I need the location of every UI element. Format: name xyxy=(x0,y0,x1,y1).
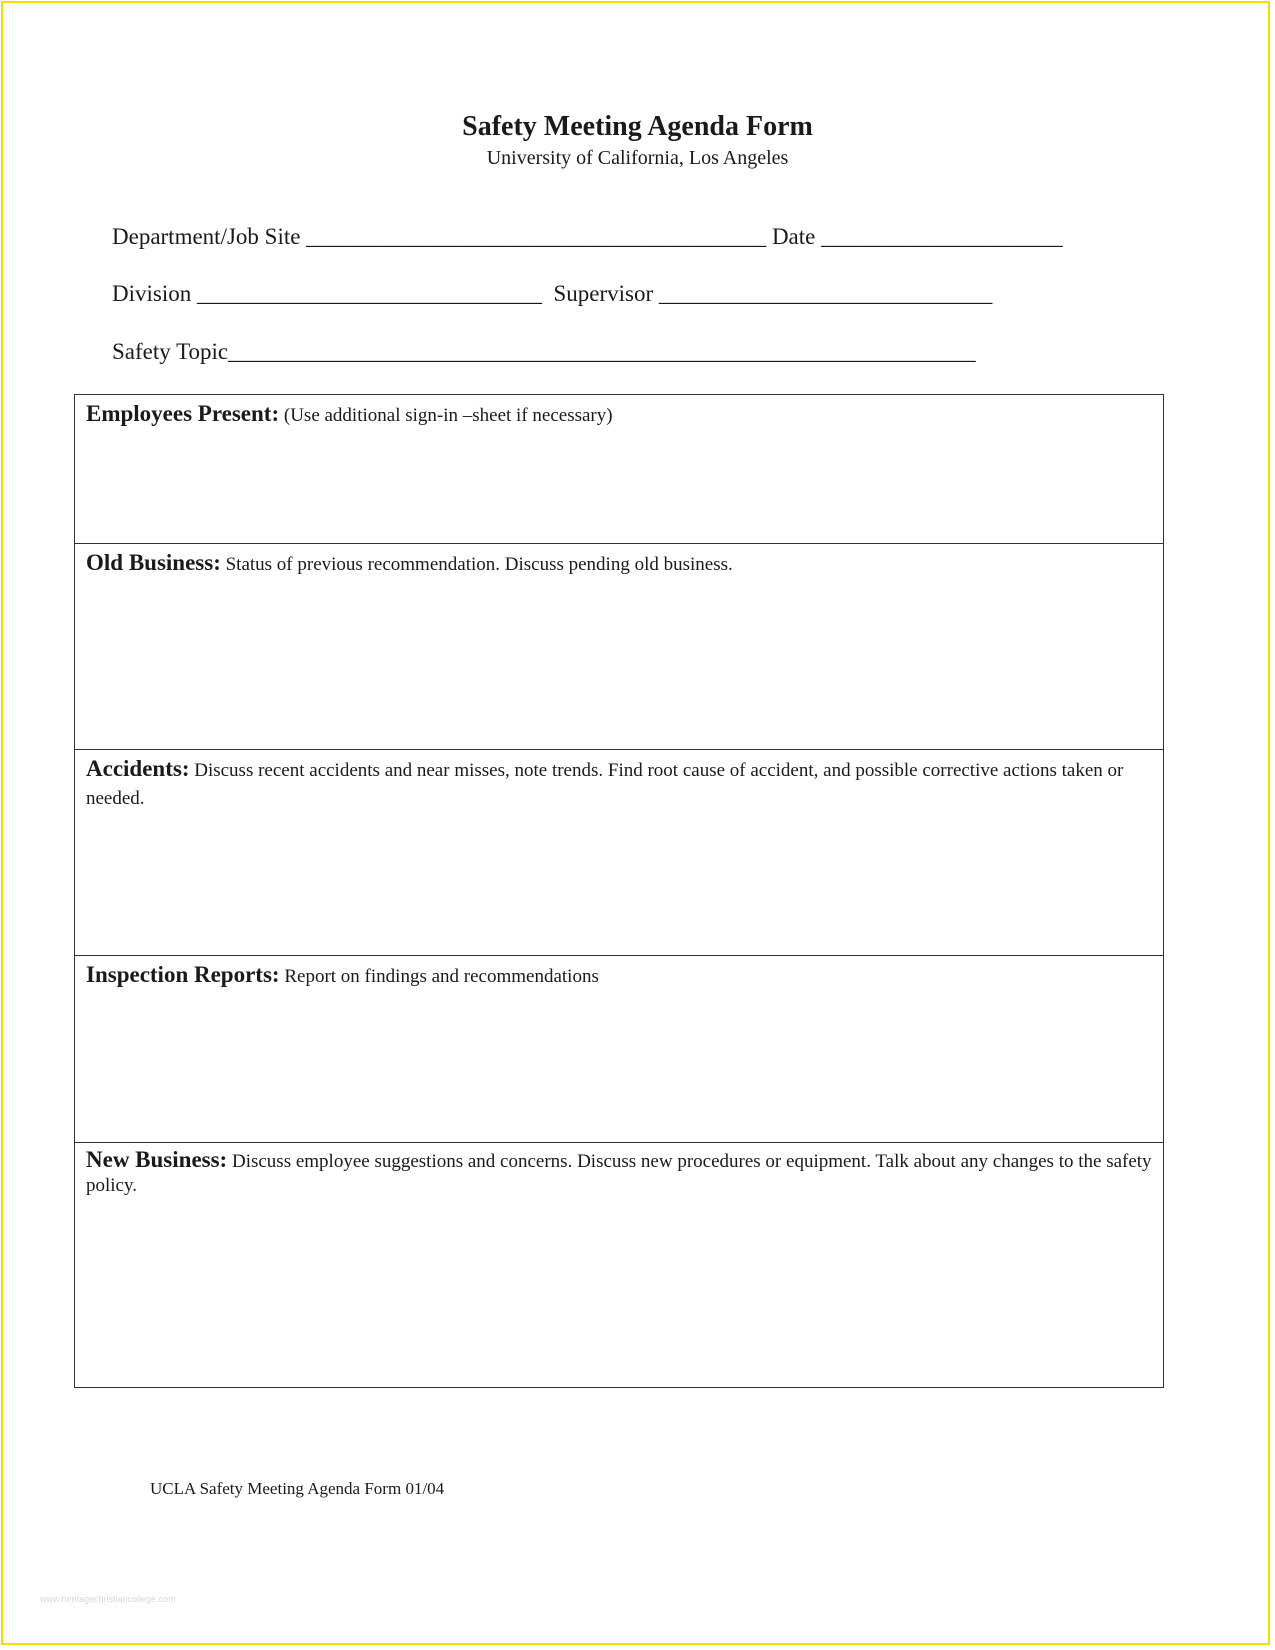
supervisor-label: Supervisor xyxy=(553,281,654,306)
date-blank[interactable]: _____________________ xyxy=(821,224,1063,249)
section-description: Report on findings and recommendations xyxy=(279,966,599,987)
footer-form-id: UCLA Safety Meeting Agenda Form 01/04 xyxy=(150,1479,445,1498)
section-description: Discuss employee suggestions and concerns. Discuss new procedures or equipment. Talk about any changes to the safety policy. xyxy=(86,1151,1152,1196)
section-heading: Old Business: xyxy=(86,550,221,575)
section-heading: Inspection Reports: xyxy=(86,962,280,987)
agenda-table xyxy=(74,394,1164,1388)
section-old-business[interactable] xyxy=(75,544,1163,750)
section-text xyxy=(86,1148,1159,1198)
section-new-business[interactable] xyxy=(75,1143,1163,1387)
department-blank[interactable]: ________________________________________ xyxy=(306,224,767,249)
watermark-text: www.heritagechristiancollege.com xyxy=(40,1594,176,1604)
section-description: Discuss recent accidents and near misses, note trends. Find root cause of accident, and possible corrective actions taken or needed. xyxy=(86,760,1124,809)
division-blank[interactable]: ______________________________ xyxy=(196,281,542,306)
section-text xyxy=(86,549,1159,579)
section-text xyxy=(86,755,1159,813)
section-heading: New Business: xyxy=(86,1147,228,1172)
section-description: Status of previous recommendation. Discuss pending old business. xyxy=(220,554,733,575)
division-label: Division xyxy=(112,281,192,306)
safety-topic-label: Safety Topic xyxy=(112,339,229,364)
supervisor-blank[interactable]: _____________________________ xyxy=(658,281,993,306)
section-heading: Accidents: xyxy=(86,756,190,781)
form-subtitle: University of California, Los Angeles xyxy=(486,147,789,169)
form-title: Safety Meeting Agenda Form xyxy=(462,111,813,142)
department-date-row xyxy=(112,223,1063,251)
section-accidents[interactable] xyxy=(75,750,1163,956)
safety-topic-blank[interactable]: _________________________________________________________________ xyxy=(228,339,976,364)
division-supervisor-row xyxy=(112,280,992,308)
section-description: (Use additional sign-in –sheet if necessary) xyxy=(279,405,613,426)
department-label: Department/Job Site xyxy=(112,224,301,249)
section-text xyxy=(86,400,1159,430)
date-label: Date xyxy=(771,224,816,249)
section-text xyxy=(86,961,1159,991)
safety-topic-row xyxy=(112,338,976,366)
section-inspection-reports[interactable] xyxy=(75,956,1163,1143)
section-employees-present[interactable] xyxy=(75,395,1163,544)
section-heading: Employees Present: xyxy=(86,401,280,426)
